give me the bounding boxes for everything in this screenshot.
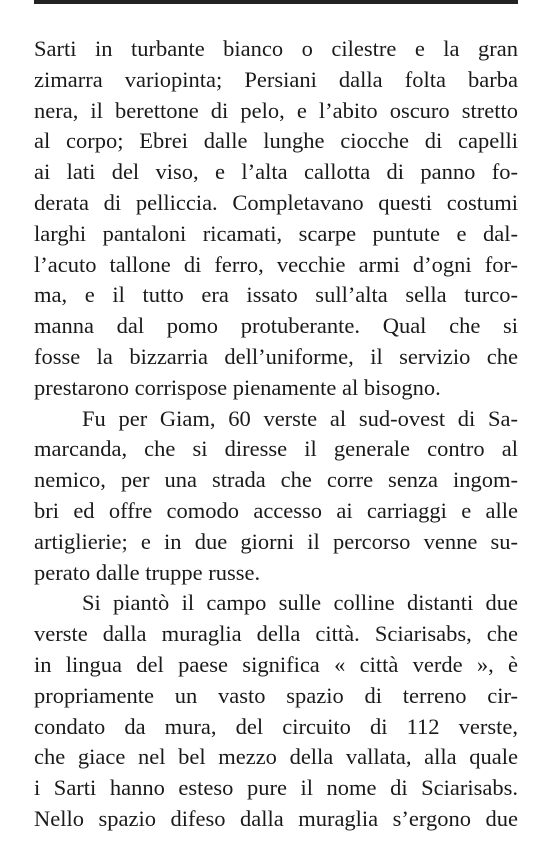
paragraph-3	[34, 588, 518, 834]
text-line: manna dal pomo protuberante. Qual che si	[34, 313, 518, 339]
text-line: marcanda, che si diresse il generale contro al	[34, 436, 518, 462]
text-line: prestarono corrispose pienamente al bisogno.	[34, 374, 441, 400]
text-line: Sarti in turbante bianco o cilestre e la gran	[34, 36, 518, 61]
text-line: larghi pantaloni ricamati, scarpe puntute e dal-	[34, 220, 518, 246]
text-line: nera, il berettone di pelo, e l’abito oscuro stretto	[34, 97, 518, 123]
text-line: nemico, per una strada che corre senza ingom-	[34, 467, 518, 493]
text-line: artiglierie; e in due giorni il percorso venne su-	[34, 528, 518, 554]
text-line: in lingua del paese significa « città verde », è	[34, 651, 518, 677]
page-body-text	[34, 34, 518, 835]
text-line: fosse la bizzarria dell’uniforme, il servizio che	[34, 343, 518, 369]
text-line: ma, e il tutto era issato sull’alta sella turco-	[34, 282, 518, 308]
text-line: al corpo; Ebrei dalle lunghe ciocche di capelli	[34, 128, 518, 154]
text-line: Nello spazio difeso dalla muraglia s’ergono due	[34, 805, 518, 831]
top-rule	[34, 0, 518, 4]
paragraph-1	[34, 34, 518, 404]
paragraph-2	[34, 404, 518, 589]
text-line: l’acuto tallone di ferro, vecchie armi d’ogni for-	[34, 251, 518, 277]
text-line: i Sarti hanno esteso pure il nome di Sciarisabs.	[34, 775, 518, 801]
text-line: che giace nel bel mezzo della vallata, alla quale	[34, 744, 518, 770]
text-line: derata di pelliccia. Completavano questi costumi	[34, 189, 518, 215]
text-line: Si piantò il campo sulle colline distanti due	[82, 590, 518, 616]
text-line: Fu per Giam, 60 verste al sud-ovest di Sa-	[82, 405, 518, 431]
text-line: condato da mura, del circuito di 112 verste,	[34, 713, 518, 739]
text-line: perato dalle truppe russe.	[34, 559, 261, 585]
text-line: ai lati del viso, e l’alta callotta di panno fo-	[34, 159, 518, 185]
text-line: propriamente un vasto spazio di terreno cir-	[34, 682, 518, 708]
text-line: bri ed offre comodo accesso ai carriaggi e alle	[34, 497, 518, 523]
text-line: verste dalla muraglia della città. Sciarisabs, che	[34, 621, 518, 647]
text-line: zimarra variopinta; Persiani dalla folta barba	[34, 66, 518, 92]
